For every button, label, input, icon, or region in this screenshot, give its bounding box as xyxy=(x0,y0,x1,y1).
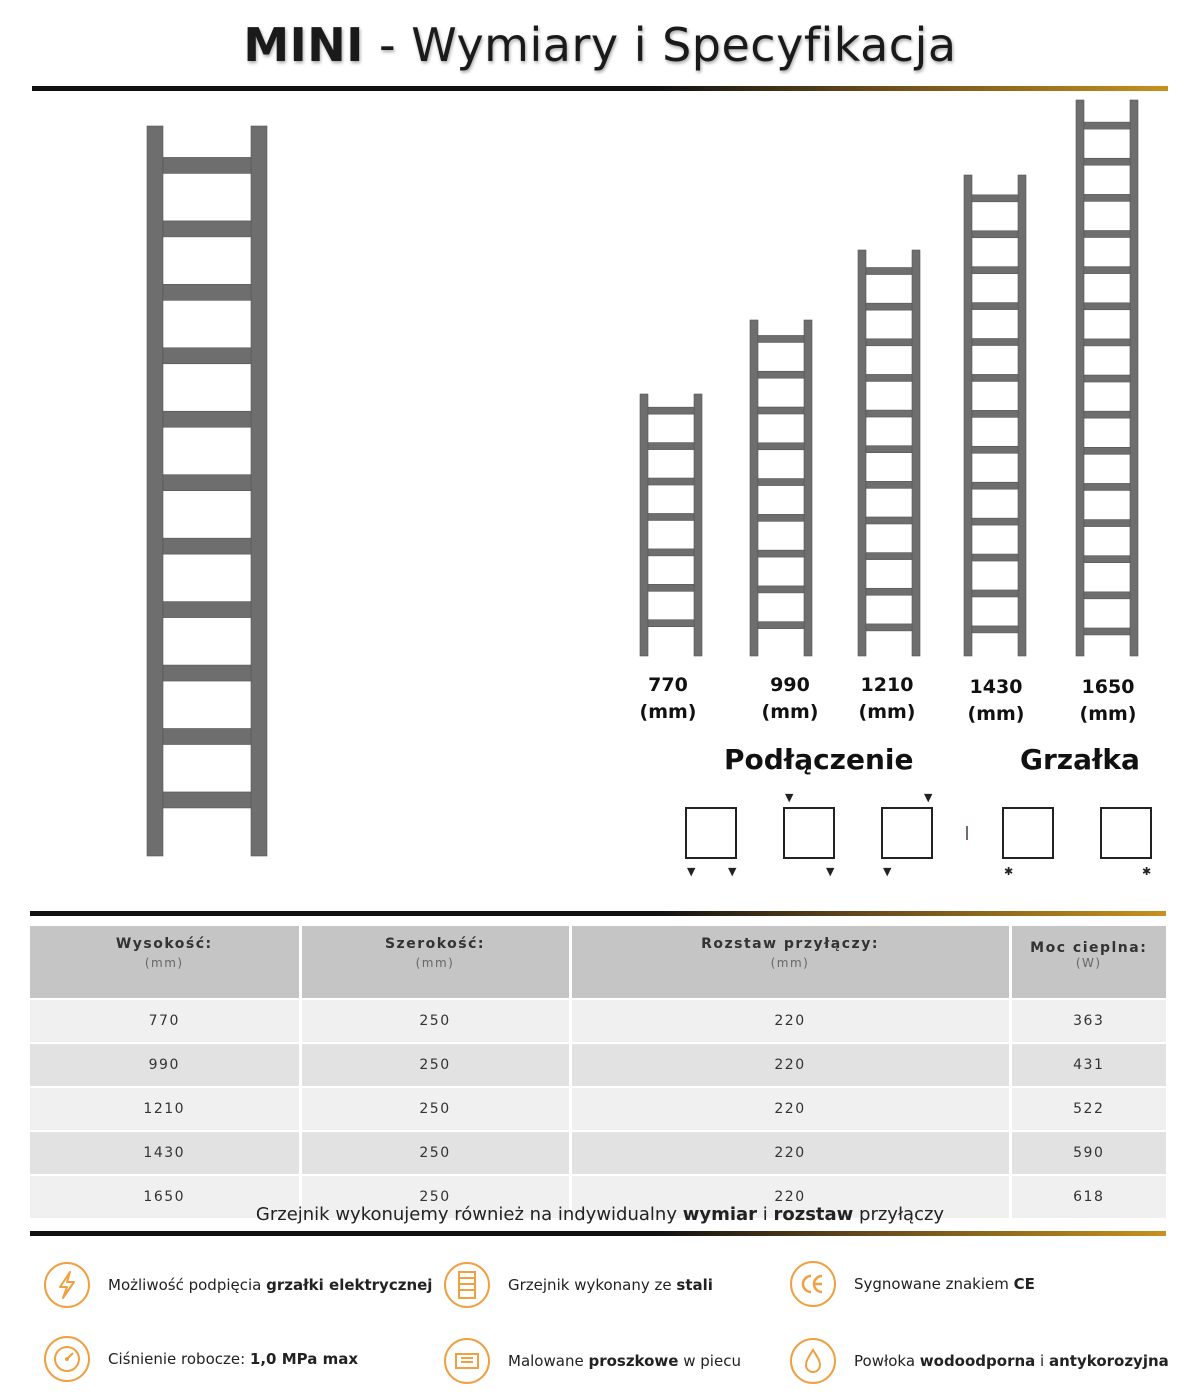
cell: 770 xyxy=(30,999,300,1043)
arrow-down-icon: ▼ xyxy=(883,865,892,878)
arrow-down-icon: ▼ xyxy=(687,865,696,878)
table-row xyxy=(30,1043,1166,1087)
heater-option-right xyxy=(1100,807,1152,859)
size-label-770: 770 (mm) xyxy=(639,674,697,723)
connection-option-cross xyxy=(881,807,933,859)
water-drop-icon xyxy=(790,1338,836,1384)
features-divider xyxy=(30,1231,1166,1236)
size-label-1430: 1430 (mm) xyxy=(967,676,1025,725)
cell: 431 xyxy=(1010,1043,1166,1087)
heater-plug-icon: ✱ xyxy=(1142,865,1152,878)
table-row xyxy=(30,1087,1166,1131)
cell: 250 xyxy=(300,1087,570,1131)
lightning-icon xyxy=(44,1262,90,1308)
col-height: Wysokość: (mm) xyxy=(30,926,300,999)
paint-oven-icon xyxy=(444,1338,490,1384)
table-row xyxy=(30,1131,1166,1175)
connection-option-top-bottom xyxy=(783,807,835,859)
ce-mark-icon xyxy=(790,1261,836,1307)
arrow-down-icon: ▼ xyxy=(785,791,794,804)
feature-powder-coating: Malowane proszkowe w piecu xyxy=(444,1338,741,1384)
cell: 250 xyxy=(300,1043,570,1087)
size-label-1650: 1650 (mm) xyxy=(1079,676,1137,725)
cell: 990 xyxy=(30,1043,300,1087)
pressure-gauge-icon xyxy=(44,1336,90,1382)
size-variant-drawings xyxy=(640,100,1138,656)
cell: 590 xyxy=(1010,1131,1166,1175)
specification-table xyxy=(30,926,1166,1218)
cell: 250 xyxy=(300,999,570,1043)
heater-heading: Grzałka xyxy=(1020,743,1140,776)
cell: 250 xyxy=(300,1131,570,1175)
heater-option-left xyxy=(1002,807,1054,859)
radiator-icon xyxy=(444,1262,490,1308)
radiator-1650 xyxy=(1076,100,1138,656)
connection-heading: Podłączenie xyxy=(724,743,914,776)
radiator-1210 xyxy=(858,250,920,656)
main-radiator xyxy=(147,126,267,856)
feature-ce: Sygnowane znakiem CE xyxy=(790,1261,1035,1307)
radiator-1430 xyxy=(964,175,1026,656)
feature-steel: Grzejnik wykonany ze stali xyxy=(444,1262,713,1308)
col-spacing: Rozstaw przyłączy: (mm) xyxy=(570,926,1010,999)
cell: 220 xyxy=(570,1175,1010,1218)
table-top-divider xyxy=(30,911,1166,916)
cell: 1650 xyxy=(30,1175,300,1218)
cell: 220 xyxy=(570,1087,1010,1131)
cell: 220 xyxy=(570,999,1010,1043)
cell: 1210 xyxy=(30,1087,300,1131)
size-label-990: 990 (mm) xyxy=(761,674,819,723)
cell: 250 xyxy=(300,1175,570,1218)
page-title: MINI - Wymiary i Specyfikacja xyxy=(243,18,957,72)
size-label-1210: 1210 (mm) xyxy=(858,674,916,723)
connection-option-bottom-both xyxy=(685,807,737,859)
cell: 522 xyxy=(1010,1087,1166,1131)
feature-coating: Powłoka wodoodporna i antykorozyjna xyxy=(790,1338,1169,1384)
arrow-down-icon: ▼ xyxy=(924,791,933,804)
heater-plug-icon: ✱ xyxy=(1004,865,1014,878)
col-width: Szerokość: (mm) xyxy=(300,926,570,999)
arrow-down-icon: ▼ xyxy=(826,865,835,878)
arrow-down-icon: ▼ xyxy=(728,865,737,878)
main-radiator-drawing xyxy=(147,126,267,856)
table-row xyxy=(30,999,1166,1043)
cell: 618 xyxy=(1010,1175,1166,1218)
separator xyxy=(966,826,968,840)
cell: 1430 xyxy=(30,1131,300,1175)
feature-pressure: Ciśnienie robocze: 1,0 MPa max xyxy=(44,1336,358,1382)
col-power: Moc cieplna: (W) xyxy=(1010,926,1166,999)
radiator-990 xyxy=(750,320,812,656)
radiator-770 xyxy=(640,394,702,656)
cell: 363 xyxy=(1010,999,1166,1043)
custom-size-note: Grzejnik wykonujemy również na indywidualny wymiar i rozstaw przyłączy xyxy=(255,1204,945,1225)
cell: 220 xyxy=(570,1043,1010,1087)
feature-heater: Możliwość podpięcia grzałki elektrycznej xyxy=(44,1262,432,1308)
table-header-row xyxy=(30,926,1166,999)
cell: 220 xyxy=(570,1131,1010,1175)
